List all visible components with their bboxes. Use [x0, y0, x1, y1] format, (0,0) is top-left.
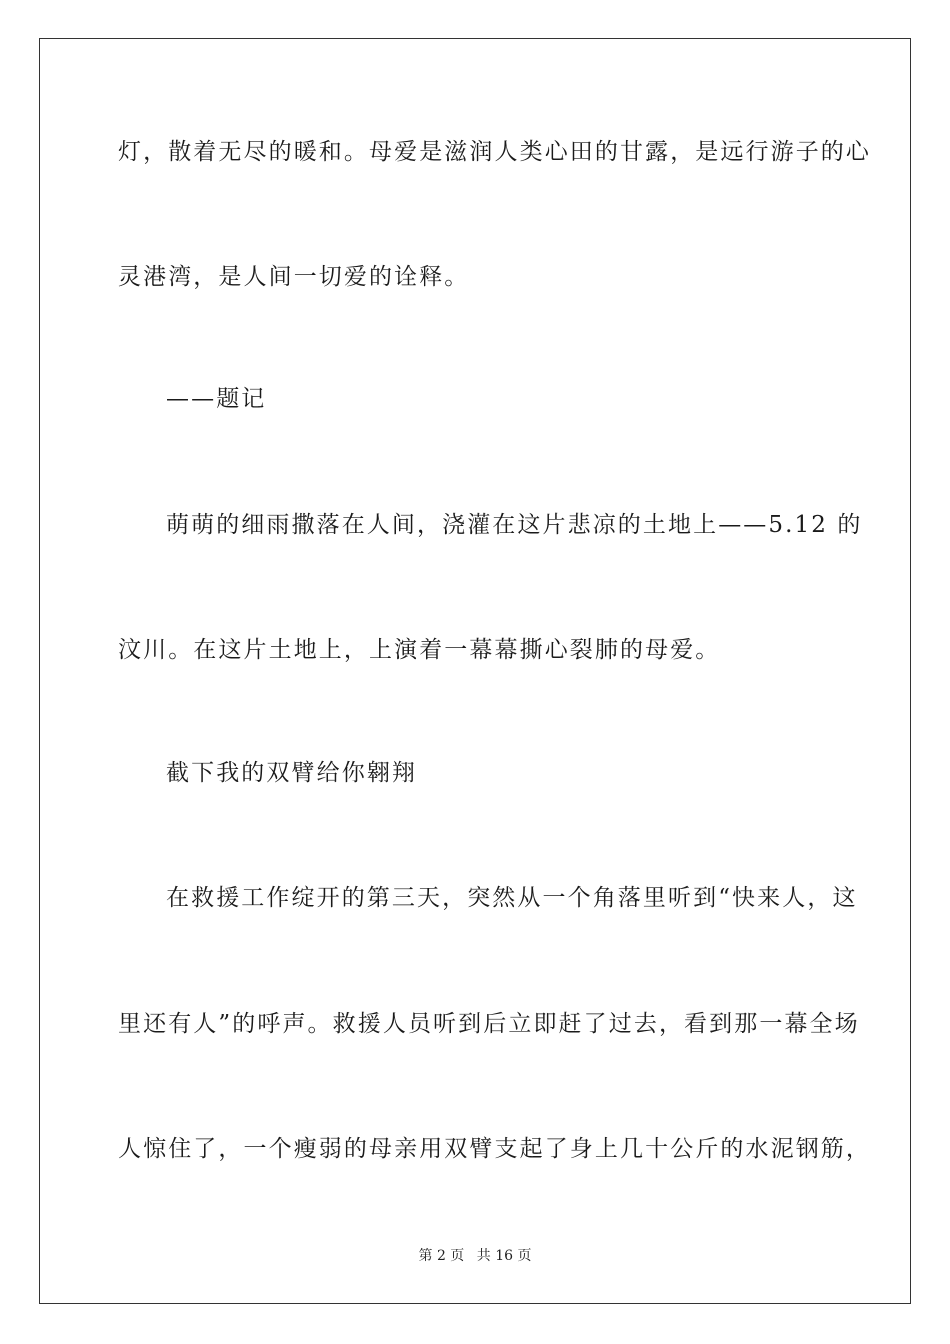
body-text-line: 灵港湾，是人间一切爱的诠释。	[118, 264, 470, 290]
paragraph-first-line: 在救援工作绽开的第三天，突然从一个角落里听到“快来人，这	[166, 885, 858, 911]
body-text-line: 里还有人”的呼声。救援人员听到后立即赶了过去，看到那一幕全场	[118, 1011, 860, 1037]
page-number: 第 2 页	[418, 1248, 465, 1264]
body-text-line: 灯，散着无尽的暖和。母爱是滋润人类心田的甘露，是远行游子的心	[118, 139, 871, 165]
inscription-line: ——题记	[166, 386, 267, 412]
page-footer	[0, 1247, 950, 1265]
body-text-line: 汶川。在这片土地上，上演着一幕幕撕心裂肺的母爱。	[118, 637, 721, 663]
body-text-line: 人惊住了，一个瘦弱的母亲用双臂支起了身上几十公斤的水泥钢筋，	[118, 1136, 871, 1162]
section-heading: 截下我的双臂给你翱翔	[166, 760, 417, 786]
total-pages: 共 16 页	[476, 1248, 532, 1264]
paragraph-first-line: 萌萌的细雨撒落在人间，浇灌在这片悲凉的土地上——5.12 的	[166, 512, 863, 538]
page-border	[39, 38, 911, 1304]
